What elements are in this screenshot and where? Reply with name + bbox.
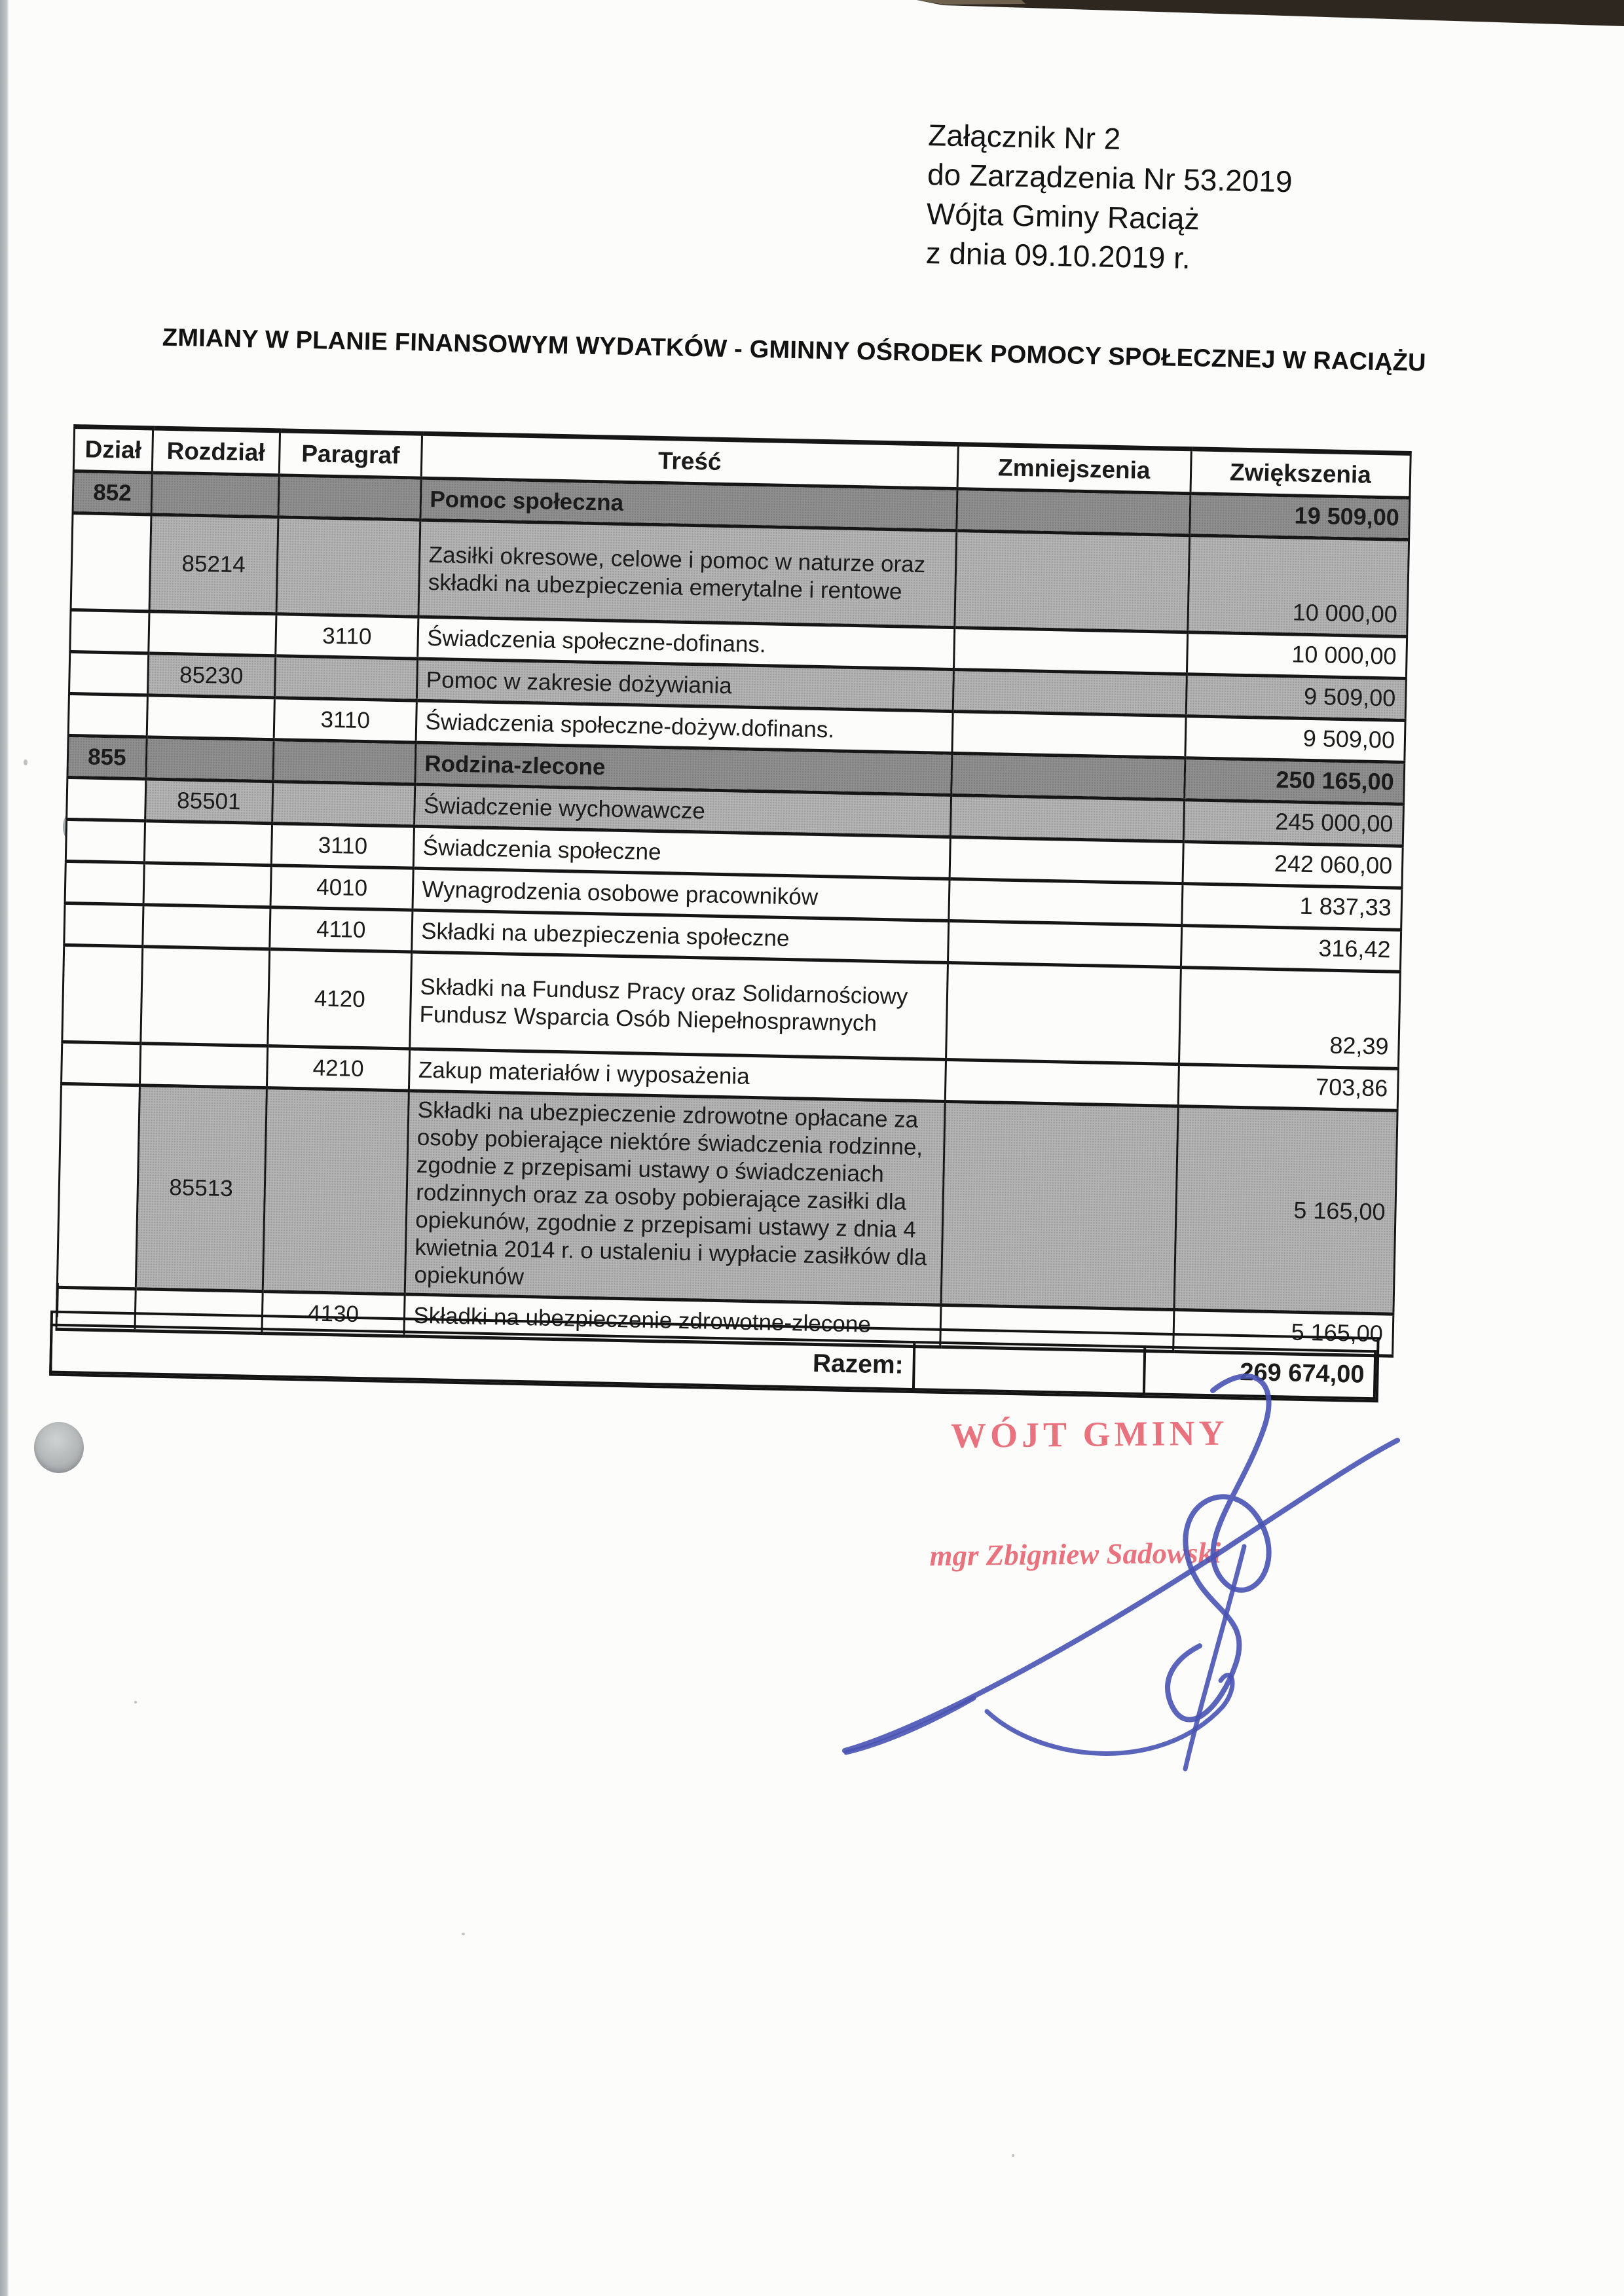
cell-rozdzial <box>151 473 279 517</box>
cell-paragraf: 4110 <box>269 907 413 952</box>
summary-label: Razem: <box>50 1325 914 1389</box>
cell-zmniejszenia <box>952 712 1186 758</box>
header-tresc: Treść <box>422 433 958 488</box>
cell-zwiekszenia: 245 000,00 <box>1183 800 1404 847</box>
cell-paragraf: 3110 <box>271 824 415 868</box>
cell-zmniejszenia <box>950 837 1183 883</box>
cell-rozdzial <box>139 1044 267 1088</box>
cell-rozdzial <box>142 905 270 949</box>
cell-tresc: Pomoc w zakresie dożywiania <box>417 659 953 711</box>
cell-dzial <box>68 693 147 737</box>
cell-zwiekszenia: 250 165,00 <box>1184 758 1405 805</box>
cell-zmniejszenia <box>950 795 1184 842</box>
attachment-line: Załącznik Nr 2 <box>927 118 1121 156</box>
cell-zmniejszenia <box>941 1101 1178 1309</box>
cell-zmniejszenia <box>946 962 1181 1064</box>
cell-dzial <box>57 1084 139 1288</box>
cell-tresc: Składki na ubezpieczenia społeczne <box>412 910 948 962</box>
cell-zwiekszenia: 82,39 <box>1179 968 1400 1069</box>
cell-tresc: Świadczenia społeczne-dofinans. <box>418 617 954 669</box>
cell-tresc: Świadczenie wychowawcze <box>415 784 951 837</box>
cell-zwiekszenia: 5 165,00 <box>1173 1309 1393 1356</box>
header-zmniejszenia: Zmniejszenia <box>957 445 1191 494</box>
mayor-stamp-title: WÓJT GMINY <box>950 1413 1228 1455</box>
cell-zmniejszenia <box>948 879 1182 925</box>
cell-paragraf: 4130 <box>262 1292 405 1336</box>
cell-dzial <box>62 945 143 1043</box>
cell-paragraf <box>276 517 421 617</box>
cell-zmniejszenia <box>954 531 1189 632</box>
cell-rozdzial <box>148 611 276 656</box>
cell-tresc: Pomoc społeczna <box>420 478 957 530</box>
cell-tresc: Świadczenia społeczne-dożyw.dofinans. <box>416 701 952 753</box>
cell-zmniejszenia <box>956 489 1190 536</box>
cell-tresc: Zakup materiałów i wyposażenia <box>409 1049 946 1101</box>
cell-rozdzial <box>140 947 269 1046</box>
cell-paragraf: 4010 <box>270 866 414 910</box>
cell-tresc: Składki na ubezpieczenie zdrowotne-zlecone <box>404 1294 940 1347</box>
cell-zwiekszenia: 10 000,00 <box>1187 536 1409 637</box>
cell-zwiekszenia: 19 509,00 <box>1189 494 1410 540</box>
cell-paragraf: 4210 <box>267 1046 410 1091</box>
header-dzial: Dział <box>73 427 153 473</box>
attachment-line: do Zarządzenia Nr 53.2019 <box>927 157 1293 199</box>
cell-zmniejszenia <box>945 1059 1179 1106</box>
cell-dzial <box>65 819 145 862</box>
cell-paragraf: 3110 <box>275 614 418 659</box>
signature-ink <box>820 1350 1416 1776</box>
cell-rozdzial <box>146 737 274 782</box>
header-rozdzial: Rozdział <box>152 428 280 475</box>
cell-zmniejszenia <box>948 920 1181 967</box>
cell-rozdzial: 85214 <box>149 515 278 614</box>
header-zwiekszenia: Zwiększenia <box>1190 449 1411 498</box>
cell-tresc: Świadczenia społeczne <box>414 826 950 879</box>
cell-dzial: 855 <box>67 735 147 778</box>
cell-tresc: Rodzina-zlecone <box>415 742 951 795</box>
cell-paragraf <box>272 782 415 826</box>
mayor-stamp-name: mgr Zbigniew Sadowski <box>929 1536 1221 1573</box>
cell-dzial <box>70 610 149 653</box>
cell-dzial <box>65 861 144 904</box>
attachment-line: z dnia 09.10.2019 r. <box>925 236 1191 276</box>
cell-dzial <box>62 1042 141 1085</box>
cell-paragraf <box>263 1088 409 1294</box>
cell-rozdzial <box>143 863 271 907</box>
cell-dzial <box>71 513 151 611</box>
cell-dzial <box>67 777 146 820</box>
cell-zwiekszenia: 242 060,00 <box>1183 842 1403 888</box>
header-paragraf: Paragraf <box>279 431 422 478</box>
cell-rozdzial <box>144 821 272 866</box>
cell-paragraf <box>278 475 422 520</box>
cell-tresc: Wynagrodzenia osobowe pracowników <box>413 868 949 920</box>
cell-zwiekszenia: 9 509,00 <box>1186 674 1407 721</box>
finance-changes-table <box>55 424 1411 1358</box>
summary-zwiekszenia: 269 674,00 <box>1144 1347 1375 1398</box>
cell-dzial <box>64 903 143 946</box>
cell-tresc: Składki na ubezpieczenie zdrowotne opłacane za osoby pobierające niektóre świadczenia rodzinne, zgodnie z przepisami ustawy o świadczeniach rodzinnych oraz za osoby pobierające zasiłki dla opiekunów, zgodnie z przepisami ustawy z dnia 4 kwietnia 2014 r. o ustaleniu i wypłacie zasiłków dla opiekunów <box>405 1091 945 1305</box>
cell-tresc: Zasiłki okresowe, celowe i pomoc w naturze oraz składki na ubezpieczenia emerytalne i rentowe <box>418 520 956 627</box>
cell-paragraf <box>273 740 416 784</box>
cell-zwiekszenia: 703,86 <box>1178 1065 1399 1111</box>
cell-zmniejszenia <box>951 754 1185 800</box>
cell-rozdzial: 85501 <box>145 779 272 824</box>
attachment-line: Wójta Gminy Raciąż <box>926 196 1200 236</box>
document-title: ZMIANY W PLANIE FINANSOWYM WYDATKÓW - GMINNY OŚRODEK POMOCY SPOŁECZNEJ W RACIĄŻU <box>162 323 1427 377</box>
attachment-header <box>925 115 1293 280</box>
cell-zwiekszenia: 9 509,00 <box>1185 716 1405 763</box>
table-row <box>57 1084 1397 1314</box>
cell-rozdzial: 85513 <box>136 1085 267 1292</box>
cell-zmniejszenia <box>953 670 1187 716</box>
cell-dzial <box>69 651 148 695</box>
cell-paragraf: 4120 <box>267 949 412 1049</box>
cell-zmniejszenia <box>953 628 1187 674</box>
cell-rozdzial <box>147 695 274 740</box>
cell-zwiekszenia: 1 837,33 <box>1181 884 1402 930</box>
finance-table-body <box>56 471 1410 1357</box>
cell-tresc: Składki na Fundusz Pracy oraz Solidarnościowy Fundusz Wsparcia Osób Niepełnosprawnych <box>410 952 948 1059</box>
cell-zwiekszenia: 10 000,00 <box>1187 632 1407 679</box>
cell-paragraf: 3110 <box>274 698 417 742</box>
cell-paragraf <box>274 656 418 701</box>
cell-rozdzial: 85230 <box>147 653 275 698</box>
cell-dzial: 852 <box>73 471 152 515</box>
cell-zwiekszenia: 5 165,00 <box>1174 1106 1398 1315</box>
cell-zwiekszenia: 316,42 <box>1181 926 1401 972</box>
